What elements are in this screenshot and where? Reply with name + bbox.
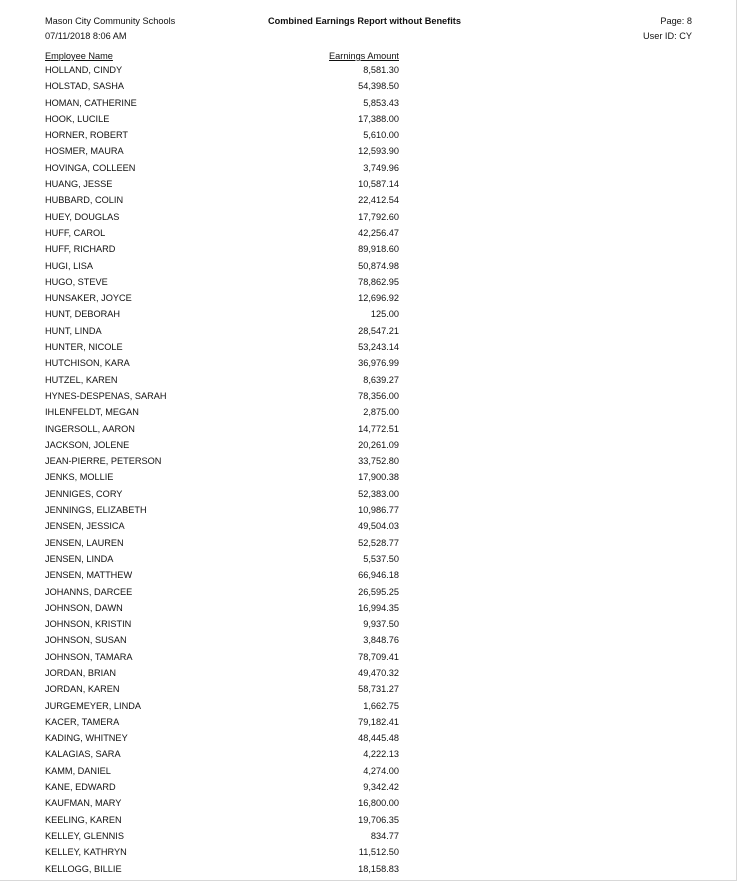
earnings-amount: 16,800.00 [358,798,399,809]
employee-name: HORNER, ROBERT [45,130,129,141]
table-row [45,569,399,585]
table-row [45,260,399,276]
earnings-amount: 50,874.98 [358,260,399,271]
table-row [45,700,399,716]
table-row [45,667,399,683]
employee-name: JOHNSON, KRISTIN [45,619,132,630]
employee-name: KALAGIAS, SARA [45,749,121,760]
employee-name: JOHNSON, DAWN [45,602,123,613]
employee-name: HUNT, LINDA [45,325,102,336]
table-row [45,308,399,324]
employee-name: JENSEN, JESSICA [45,521,125,532]
table-row [45,227,399,243]
earnings-amount: 66,946.18 [358,570,399,581]
employee-name: JACKSON, JOLENE [45,439,130,450]
table-row [45,64,399,80]
earnings-amount: 3,848.76 [363,635,399,646]
earnings-amount: 8,581.30 [363,65,399,75]
table-row [45,520,399,536]
employee-name: KADING, WHITNEY [45,733,128,744]
table-row [45,129,399,145]
earnings-amount: 19,706.35 [358,814,399,825]
employee-name: HUTZEL, KAREN [45,374,118,385]
table-row [45,618,399,634]
earnings-amount: 54,398.50 [358,81,399,92]
employee-name: JENNIGES, CORY [45,488,123,499]
earnings-amount: 9,937.50 [363,619,399,630]
earnings-amount: 36,976.99 [358,358,399,369]
table-row [45,439,399,455]
table-row [45,145,399,161]
page-number: Page: 8 [660,16,692,26]
earnings-amount: 28,547.21 [358,325,399,336]
table-row [45,586,399,602]
earnings-amount: 78,356.00 [358,390,399,401]
employee-name: KACER, TAMERA [45,716,120,727]
employee-name: HUNSAKER, JOYCE [45,293,132,304]
table-row [45,455,399,471]
table-row [45,162,399,178]
employee-name: KELLEY, GLENNIS [45,830,124,841]
table-row [45,423,399,439]
earnings-amount: 1,662.75 [363,700,399,711]
table-row [45,504,399,520]
run-date: 07/11/2018 8:06 AM [45,31,127,41]
earnings-amount: 10,587.14 [358,179,399,190]
earnings-amount: 3,749.96 [363,162,399,173]
earnings-amount: 17,900.38 [358,472,399,483]
table-row [45,765,399,781]
table-row [45,602,399,618]
district-name: Mason City Community Schools [45,16,176,26]
table-row [45,748,399,764]
employee-name: JEAN-PIERRE, PETERSON [45,456,162,467]
earnings-amount: 12,696.92 [358,293,399,304]
earnings-amount: 10,986.77 [358,505,399,516]
earnings-amount: 5,537.50 [363,553,399,564]
earnings-amount: 48,445.48 [358,733,399,744]
table-row [45,341,399,357]
employee-name: HUTCHISON, KARA [45,358,130,369]
column-header-employee-name: Employee Name [45,51,113,61]
employee-name: JOHNSON, TAMARA [45,651,133,662]
employee-name: IHLENFELDT, MEGAN [45,407,139,418]
employee-name: INGERSOLL, AARON [45,423,135,434]
employee-name: JENKS, MOLLIE [45,472,114,483]
employee-name: JORDAN, KAREN [45,684,120,695]
report-title: Combined Earnings Report without Benefits [268,16,461,26]
earnings-amount: 42,256.47 [358,227,399,238]
employee-name: HUFF, CAROL [45,227,106,238]
earnings-amount: 52,383.00 [358,488,399,499]
table-row [45,357,399,373]
table-row [45,537,399,553]
employee-name: JOHNSON, SUSAN [45,635,127,646]
employee-name: KELLEY, KATHRYN [45,847,127,858]
table-row [45,732,399,748]
employee-name: JENSEN, LINDA [45,553,114,564]
employee-name: HYNES-DESPENAS, SARAH [45,390,167,401]
table-row [45,716,399,732]
table-row [45,406,399,422]
employee-name: HOOK, LUCILE [45,113,110,124]
table-row [45,276,399,292]
employee-name: KEELING, KAREN [45,814,122,825]
earnings-amount: 49,470.32 [358,667,399,678]
table-row [45,683,399,699]
table-row [45,488,399,504]
table-row [45,374,399,390]
employee-name: HUGI, LISA [45,260,93,271]
table-row [45,846,399,862]
employee-name: KAMM, DANIEL [45,765,111,776]
employee-name: HOLSTAD, SASHA [45,81,124,92]
earnings-amount: 17,388.00 [358,113,399,124]
employee-name: HUANG, JESSE [45,179,113,190]
employee-name: JORDAN, BRIAN [45,667,116,678]
table-row [45,863,399,879]
table-row [45,325,399,341]
employee-name: JENSEN, MATTHEW [45,570,133,581]
earnings-table [45,64,399,879]
table-row [45,97,399,113]
table-row [45,80,399,96]
earnings-amount: 18,158.83 [358,863,399,874]
earnings-amount: 49,504.03 [358,521,399,532]
earnings-amount: 125.00 [370,309,399,320]
earnings-amount: 78,709.41 [358,651,399,662]
employee-name: HUFF, RICHARD [45,244,116,255]
table-row [45,553,399,569]
employee-name: HOSMER, MAURA [45,146,124,157]
earnings-amount: 8,639.27 [363,374,399,385]
table-row [45,292,399,308]
table-row [45,243,399,259]
table-row [45,781,399,797]
employee-name: HUEY, DOUGLAS [45,211,120,222]
earnings-amount: 16,994.35 [358,602,399,613]
earnings-amount: 20,261.09 [358,439,399,450]
employee-name: JOHANNS, DARCEE [45,586,133,597]
earnings-amount: 4,222.13 [363,749,399,760]
earnings-amount: 17,792.60 [358,211,399,222]
table-row [45,390,399,406]
table-row [45,814,399,830]
earnings-amount: 78,862.95 [358,276,399,287]
employee-name: HOVINGA, COLLEEN [45,162,136,173]
earnings-amount: 9,342.42 [363,782,399,793]
earnings-amount: 52,528.77 [358,537,399,548]
earnings-amount: 79,182.41 [358,716,399,727]
user-id: User ID: CY [642,31,692,41]
earnings-amount: 53,243.14 [358,342,399,353]
employee-name: KAUFMAN, MARY [45,798,122,809]
table-row [45,178,399,194]
employee-name: KELLOGG, BILLIE [45,863,122,874]
earnings-amount: 58,731.27 [358,684,399,695]
employee-name: HOMAN, CATHERINE [45,97,137,108]
table-row [45,830,399,846]
employee-name: HUGO, STEVE [45,276,108,287]
earnings-amount: 26,595.25 [358,586,399,597]
table-row [45,194,399,210]
earnings-amount: 5,853.43 [363,97,399,108]
earnings-amount: 12,593.90 [358,146,399,157]
earnings-amount: 11,512.50 [358,847,399,858]
employee-name: HUNTER, NICOLE [45,342,123,353]
employee-name: JURGEMEYER, LINDA [45,700,141,711]
table-row [45,113,399,129]
earnings-amount: 33,752.80 [358,456,399,467]
earnings-amount: 14,772.51 [358,423,399,434]
employee-name: HUBBARD, COLIN [45,195,124,206]
table-row [45,797,399,813]
earnings-amount: 22,412.54 [358,195,399,206]
earnings-amount: 5,610.00 [363,130,399,141]
earnings-amount: 89,918.60 [358,244,399,255]
table-row [45,471,399,487]
table-row [45,651,399,667]
earnings-amount: 2,875.00 [363,407,399,418]
employee-name: HOLLAND, CINDY [45,65,123,75]
table-row [45,211,399,227]
earnings-amount: 834.77 [370,830,399,841]
employee-name: JENSEN, LAUREN [45,537,124,548]
earnings-amount: 4,274.00 [363,765,399,776]
employee-name: HUNT, DEBORAH [45,309,121,320]
column-header-earnings-amount: Earnings Amount [329,51,399,61]
employee-name: KANE, EDWARD [45,782,116,793]
employee-name: JENNINGS, ELIZABETH [45,505,147,516]
table-row [45,634,399,650]
